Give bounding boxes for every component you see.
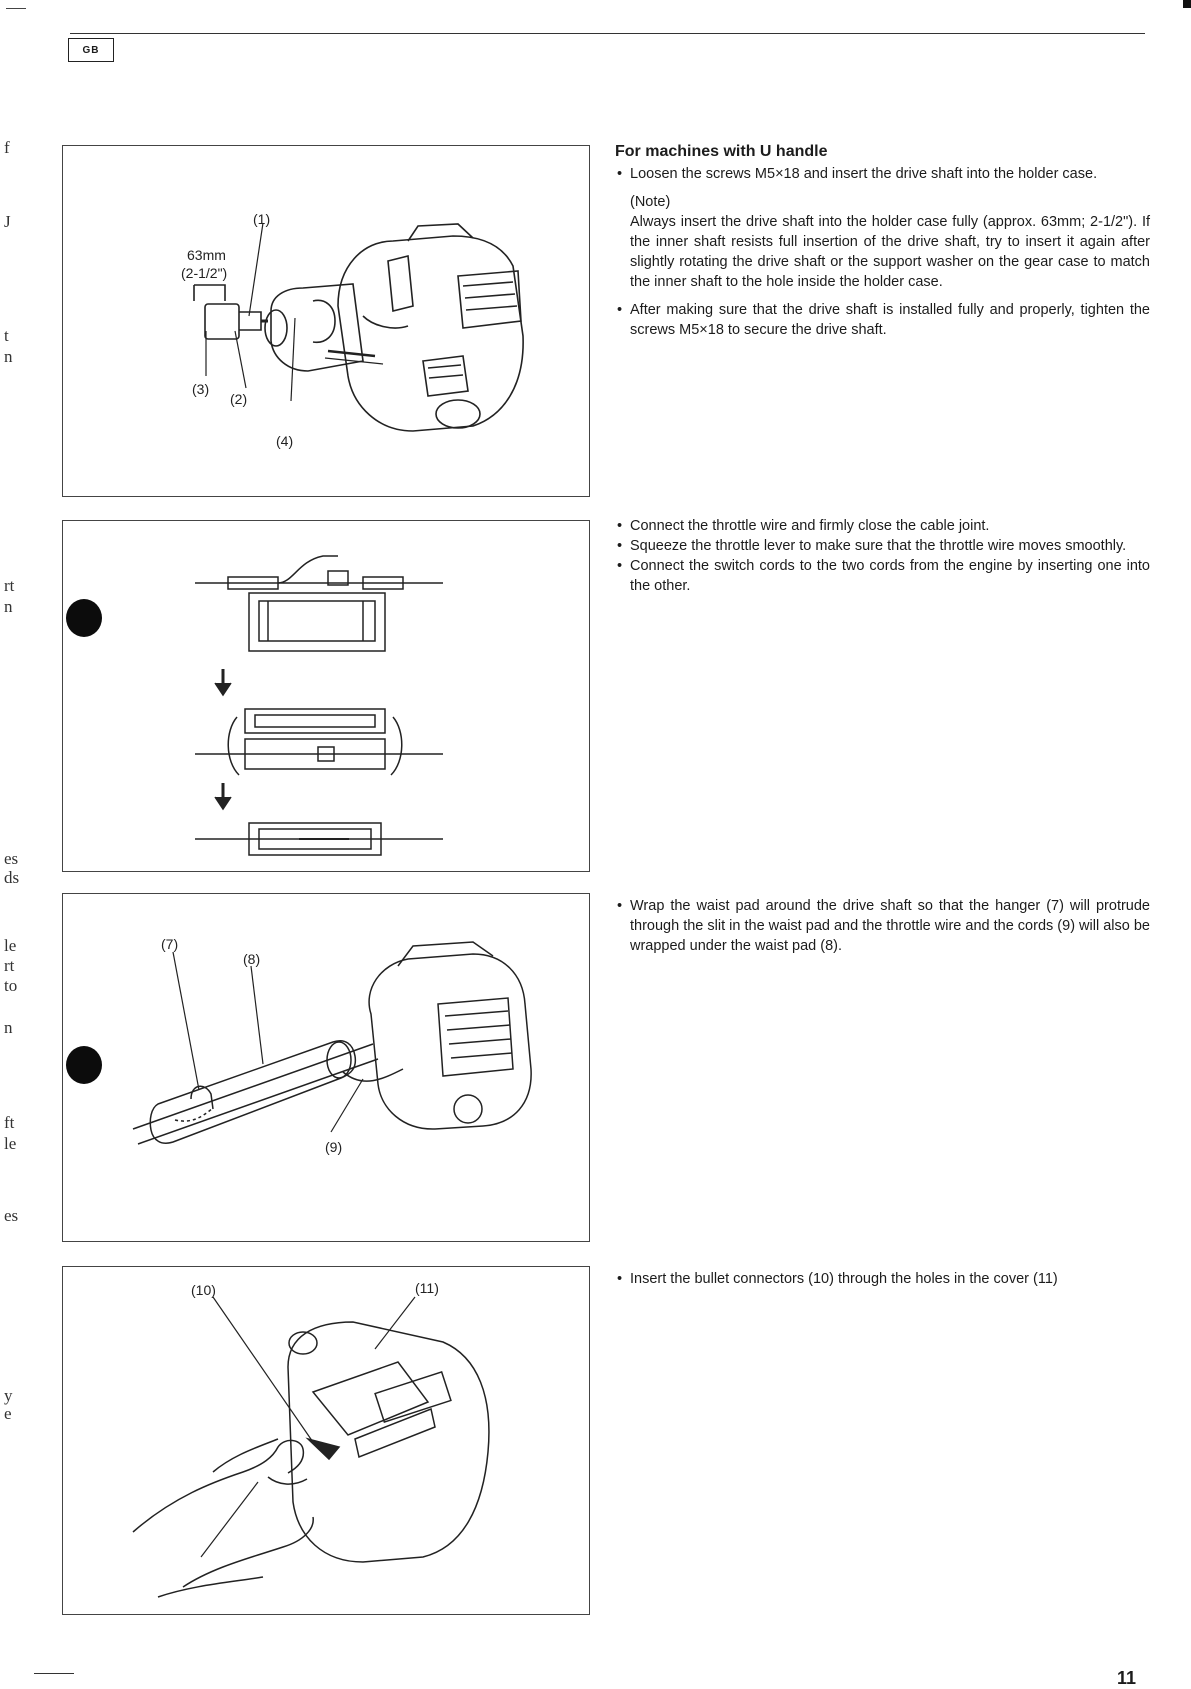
instruction-connect-throttle: • Connect the throttle wire and firmly close the cable joint. [615, 516, 1150, 536]
callout-7: (7) [161, 936, 179, 952]
margin-fragment: rt [4, 956, 15, 975]
instruction-squeeze-lever: • Squeeze the throttle lever to make sure that the throttle wire moves smoothly. [615, 536, 1150, 556]
instruction-connect-cords: • Connect the switch cords to the two cords from the engine by inserting one into the other. [615, 556, 1150, 596]
margin-fragment: es [4, 849, 19, 868]
note-label: (Note) [630, 194, 671, 210]
connector-cover-illustration [63, 1267, 589, 1614]
dim-in-label: (2-1/2") [181, 265, 228, 281]
margin-fragment: to [4, 976, 18, 995]
callout-4: (4) [276, 433, 294, 449]
language-badge: GB [68, 38, 114, 62]
page-number: 11 [1117, 1668, 1137, 1688]
instruction-insert-connectors: • Insert the bullet connectors (10) through the holes in the cover (11) [615, 1269, 1150, 1289]
section-connectors-text [615, 1269, 1150, 1289]
callout-10: (10) [191, 1282, 216, 1298]
figure-waist-pad [62, 893, 590, 1242]
instruction-loosen-screws: • Loosen the screws M5×18 and insert the drive shaft into the holder case. [615, 164, 1150, 184]
section-marker-dot [66, 599, 102, 637]
margin-fragment: n [4, 597, 13, 616]
margin-fragment: y [4, 1386, 13, 1405]
crop-mark-top-right [1183, 0, 1191, 8]
section-waist-pad-text [615, 896, 1150, 956]
figure-bullet-connectors [62, 1266, 590, 1615]
section-throttle-text [615, 516, 1150, 596]
callout-3: (3) [192, 381, 210, 397]
dim-mm-label: 63mm [187, 247, 226, 263]
margin-fragment: ft [4, 1113, 15, 1132]
figure-throttle-wire-connection [62, 520, 590, 872]
instruction-tighten-screws: • After making sure that the drive shaft is installed fully and properly, tighten the screws M5×18 to secure the drive shaft. [615, 300, 1150, 340]
engine-holder-illustration [63, 146, 589, 496]
callout-11: (11) [415, 1280, 439, 1296]
margin-fragment: es [4, 1206, 19, 1225]
callout-2: (2) [230, 391, 248, 407]
margin-fragment: le [4, 1134, 17, 1153]
crop-mark-bottom-left [34, 1673, 74, 1674]
margin-fragment: ds [4, 868, 20, 887]
margin-fragment: le [4, 936, 17, 955]
section-heading: For machines with U handle [615, 143, 828, 160]
cable-joint-illustration [63, 521, 589, 871]
margin-fragment: J [4, 212, 11, 231]
margin-fragment: e [4, 1404, 12, 1423]
margin-fragment: n [4, 1018, 13, 1037]
callout-8: (8) [243, 951, 261, 967]
margin-fragment: n [4, 347, 13, 366]
instruction-wrap-waist-pad: • Wrap the waist pad around the drive shaft so that the hanger (7) will protrude through the slit in the waist pad and the throttle wire and the cords (9) will also be wrapped under the waist pad (8). [615, 896, 1150, 956]
section-marker-dot [66, 1046, 102, 1084]
margin-fragment: t [4, 326, 9, 345]
callout-1: (1) [253, 211, 271, 227]
crop-mark-top-left [6, 8, 26, 9]
section-u-handle-text [615, 142, 1150, 340]
waist-pad-illustration [63, 894, 589, 1241]
figure-drive-shaft-insertion [62, 145, 590, 497]
callout-9: (9) [325, 1139, 343, 1155]
margin-fragment: f [4, 138, 10, 157]
note-body: Always insert the drive shaft into the holder case fully (approx. 63mm; 2-1/2"). If the inner shaft resists full insertion of the drive shaft, try to insert it again after slightly rotating the drive shaft or the support washer on the gear case to match the inner shaft to the hole inside the holder case. [630, 214, 1150, 290]
header-rule [70, 33, 1145, 34]
margin-fragment: rt [4, 576, 15, 595]
